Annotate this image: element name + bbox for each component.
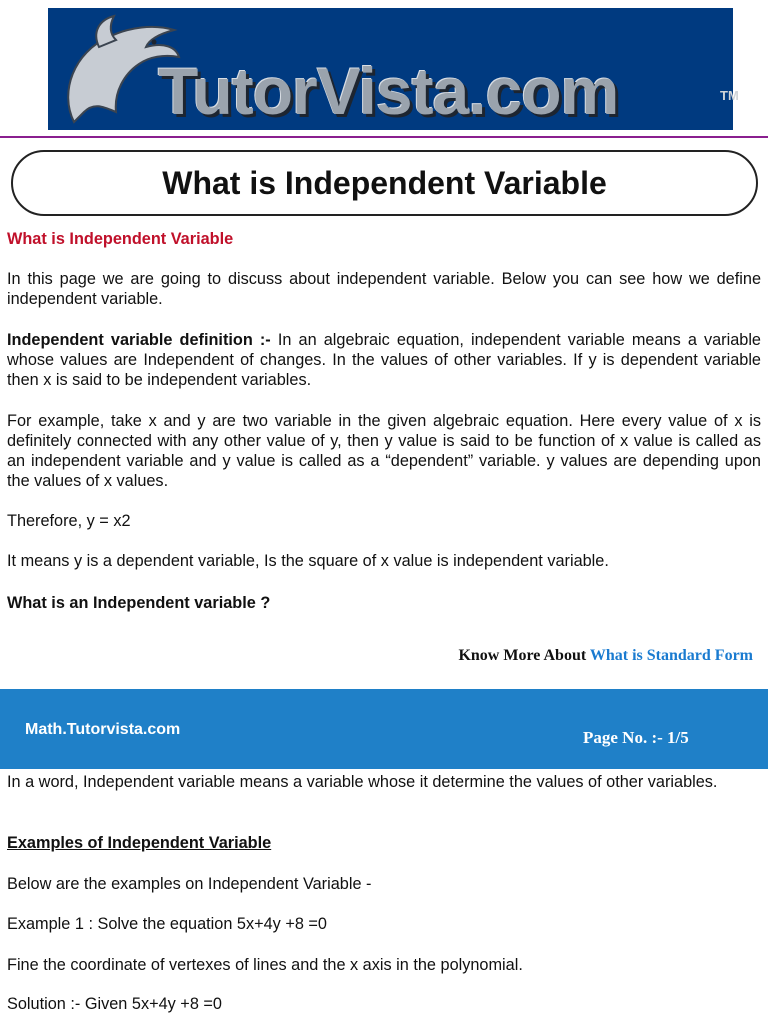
logo-text: TutorVista.com (158, 54, 619, 128)
page-title: What is Independent Variable (162, 164, 607, 201)
section-heading: What is Independent Variable (7, 230, 234, 248)
question-heading: What is an Independent variable ? (7, 594, 271, 612)
example-paragraph: For example, take x and y are two variable in the given algebraic equation. Here every value of x is definitely connected with any other value of y, then y value is said to be function of x value is called as an independent variable and y value is called as a “dependent” variable. y values are depending upon the values of x values. (7, 412, 761, 490)
logo-trademark: TM (720, 88, 739, 103)
know-more-prefix: Know More About (458, 647, 590, 664)
page-footer-bar (0, 689, 768, 769)
title-box (11, 150, 758, 216)
intro-paragraph: In this page we are going to discuss about independent variable. Below you can see how we define independent variable. (7, 270, 761, 308)
solution-line: Solution :- Given 5x+4y +8 =0 (7, 995, 222, 1013)
examples-heading: Examples of Independent Variable (7, 834, 272, 852)
definition-paragraph (7, 330, 761, 390)
header-divider (0, 136, 768, 138)
in-a-word-paragraph: In a word, Independent variable means a variable whose it determine the values of other variables. (7, 773, 718, 791)
meaning-line: It means y is a dependent variable, Is the square of x value is independent variable. (7, 552, 609, 570)
example-1: Example 1 : Solve the equation 5x+4y +8 =0 (7, 915, 327, 933)
find-coordinates-line: Fine the coordinate of vertexes of lines and the x axis in the polynomial. (7, 956, 523, 974)
therefore-line: Therefore, y = x2 (7, 512, 131, 530)
standard-form-link[interactable]: What is Standard Form (589, 647, 753, 664)
tutorvista-logo-banner[interactable] (48, 8, 739, 130)
footer-site-link[interactable]: Math.Tutorvista.com (25, 721, 181, 738)
page-number: Page No. :- 1/5 (583, 728, 689, 747)
definition-text: In an algebraic equation, independent variable means a variable whose values are Independent of changes. In the values of other variables. If y is dependent variable then x is said to be independent variables. (7, 331, 761, 389)
know-more-line (458, 647, 753, 665)
examples-intro: Below are the examples on Independent Variable - (7, 875, 372, 893)
definition-label: Independent variable definition :- (7, 331, 271, 349)
